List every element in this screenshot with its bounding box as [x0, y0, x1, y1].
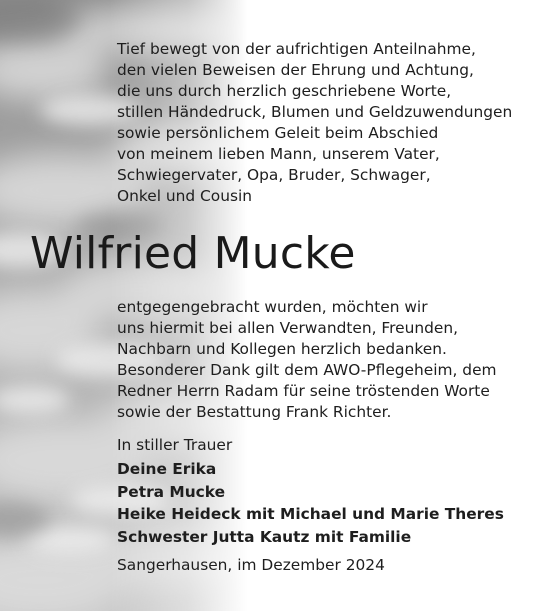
deceased-name: Wilfried Mucke — [30, 228, 356, 279]
signoff-block — [117, 435, 504, 548]
text-line: uns hiermit bei allen Verwandten, Freunden, — [117, 319, 458, 337]
thanks-paragraph — [117, 297, 497, 423]
text-line: entgegengebracht wurden, möchten wir — [117, 298, 428, 316]
text-line: Onkel und Cousin — [117, 187, 253, 205]
mourner-list — [117, 458, 504, 548]
text-line: sowie persönlichem Geleit beim Abschied — [117, 124, 439, 142]
text-line: die uns durch herzlich geschriebene Worte, — [117, 82, 452, 100]
text-line: Tief bewegt von der aufrichtigen Anteilnahme, — [117, 40, 476, 58]
intro-paragraph — [117, 39, 512, 207]
text-line: den vielen Beweisen der Ehrung und Achtung, — [117, 61, 474, 79]
place-date: Sangerhausen, im Dezember 2024 — [117, 556, 385, 574]
text-line: Nachbarn und Kollegen herzlich bedanken. — [117, 340, 447, 358]
text-line: Schwiegervater, Opa, Bruder, Schwager, — [117, 166, 431, 184]
text-line: stillen Händedruck, Blumen und Geldzuwendungen — [117, 103, 513, 121]
mourner-name: Petra Mucke — [117, 482, 226, 501]
text-line: sowie der Bestattung Frank Richter. — [117, 403, 392, 421]
mourning-phrase: In stiller Trauer — [117, 436, 233, 454]
mourner-name: Deine Erika — [117, 460, 217, 478]
text-line: Redner Herrn Radam für seine tröstenden Worte — [117, 382, 490, 400]
text-line: von meinem lieben Mann, unserem Vater, — [117, 145, 440, 163]
text-line: Besonderer Dank gilt dem AWO-Pflegeheim, dem — [117, 361, 497, 379]
mourner-name: Schwester Jutta Kautz mit Familie — [117, 527, 412, 546]
mourner-name: Heike Heideck mit Michael und Marie Theres — [117, 505, 504, 523]
